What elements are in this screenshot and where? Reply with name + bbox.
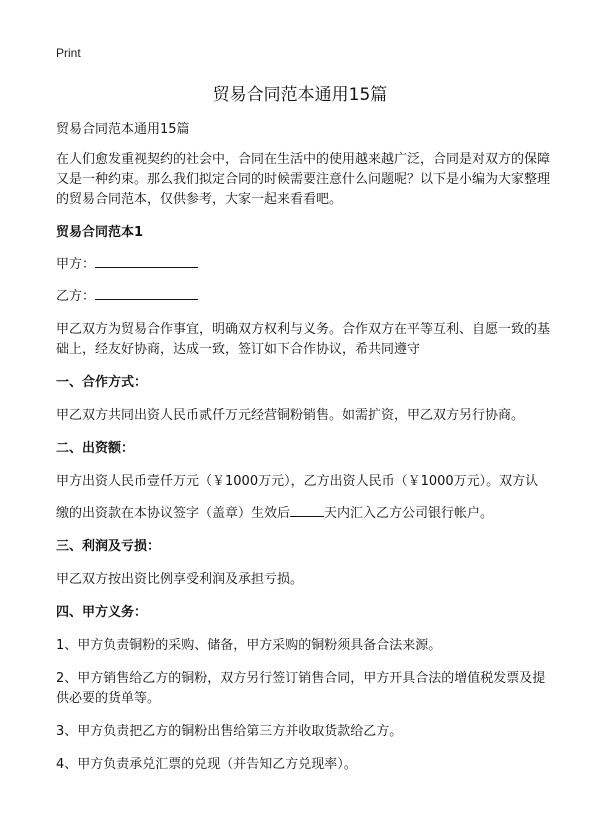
opening-paragraph: 甲乙双方为贸易合作事宜，明确双方权利与义务。合作双方在平等互利、自愿一致的基础上，经友好协商，达成一致，签订如下合作协议，希共同遵守 (56, 322, 551, 357)
party-a-label: 甲方： (56, 257, 96, 272)
obligation-item: 3、甲方负责把乙方的铜粉出售给第三方并收取货款给乙方。 (56, 724, 403, 739)
cooperation-paragraph: 甲乙双方共同出资人民币贰仟万元经营铜粉销售。如需扩资，甲乙双方另行协商。 (56, 408, 525, 423)
profit-loss-paragraph: 甲乙双方按出资比例享受利润及承担亏损。 (56, 572, 304, 587)
capital-deadline-text-before: 缴的出资款在本协议签字（盖章）生效后 (56, 506, 291, 521)
party-b-line (56, 285, 552, 307)
heading-party-a-obligations: 四、甲方义务： (56, 605, 148, 620)
obligation-item: 2、甲方销售给乙方的铜粉，双方另行签订销售合同，甲方开具合法的增值税发票及提供必要的货单等。 (56, 671, 546, 706)
obligation-item: 4、甲方负责承兑汇票的兑现（并告知乙方兑现率）。 (56, 757, 357, 772)
days-blank (290, 502, 324, 517)
party-a-line (56, 253, 552, 275)
document-body (56, 120, 552, 788)
heading-profit-loss: 三、利润及亏损： (56, 539, 161, 554)
print-link[interactable]: Print (56, 46, 81, 60)
party-a-blank (95, 253, 198, 268)
document-title: 贸易合同范本通用15篇 (212, 85, 388, 105)
party-b-label: 乙方： (56, 289, 96, 304)
party-b-blank (95, 285, 198, 300)
capital-deadline-text-after: 天内汇入乙方公司银行帐户。 (324, 506, 494, 521)
document-subtitle: 贸易合同范本通用15篇 (56, 122, 190, 137)
obligation-item: 1、甲方负责铜粉的采购、储备，甲方采购的铜粉须具备合法来源。 (56, 638, 442, 653)
intro-paragraph: 在人们愈发重视契约的社会中，合同在生活中的使用越来越广泛，合同是对双方的保障又是一种约束。那么我们拟定合同的时候需要注意什么问题呢？以下是小编为大家整理的贸易合同范本，仅供参考，大家一起来看看吧。 (56, 152, 551, 207)
section-title: 贸易合同范本1 (56, 225, 144, 240)
heading-cooperation: 一、合作方式： (56, 375, 148, 390)
capital-paragraph: 甲方出资人民币壹仟万元（￥1000万元），乙方出资人民币（￥1000万元）。双方认 (56, 474, 539, 489)
capital-deadline-paragraph (56, 502, 552, 524)
heading-capital: 二、出资额： (56, 441, 135, 456)
